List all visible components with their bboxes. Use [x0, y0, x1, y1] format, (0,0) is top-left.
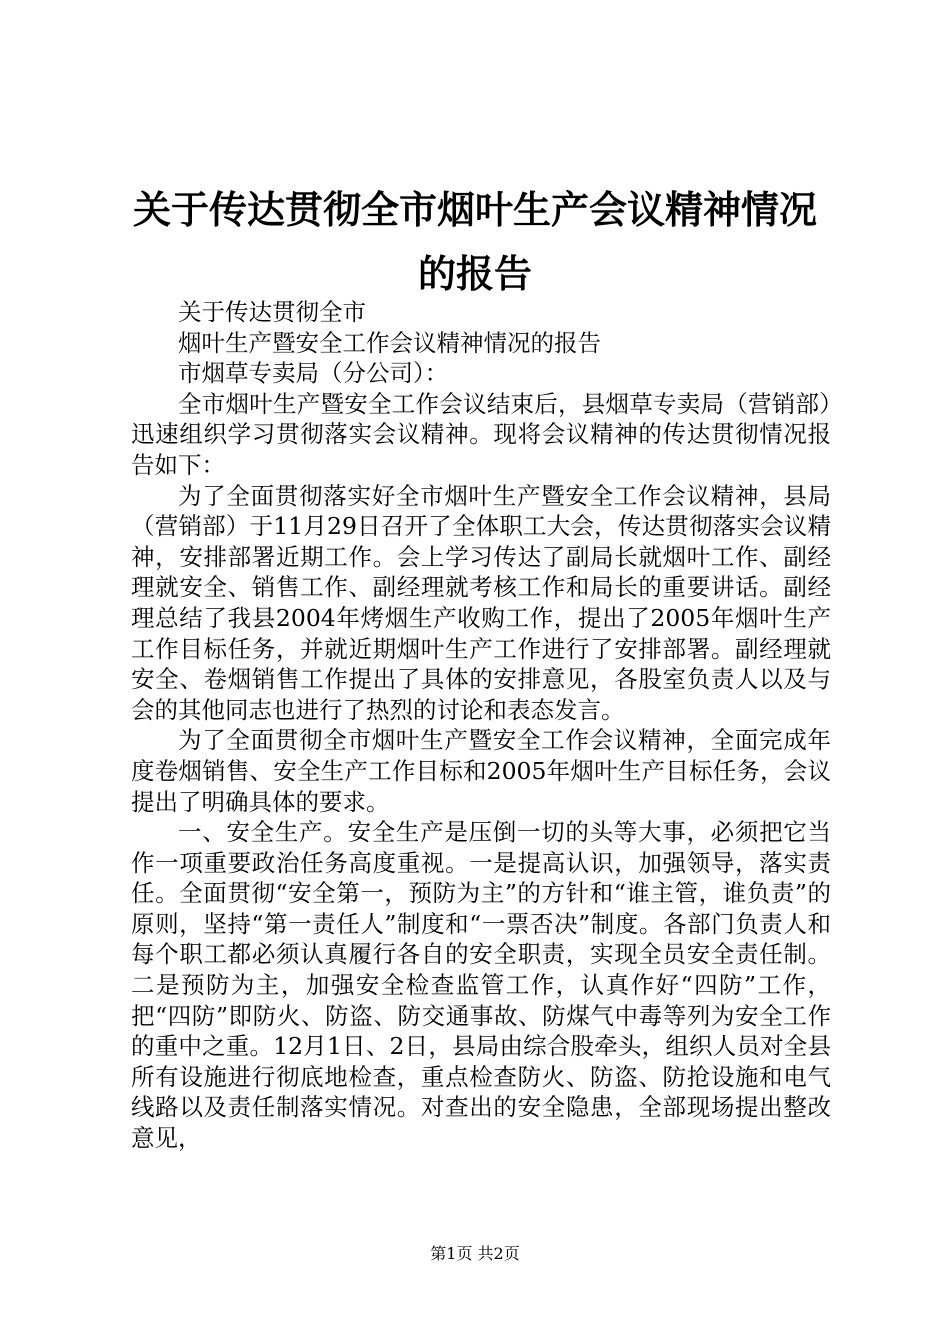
paragraph: 市烟草专卖局（分公司）： — [178, 359, 449, 388]
paragraph: 为了全面贯彻落实好全市烟叶生产暨安全工作会议精神，县局（营销部）于11月29日召开了全体职工大会，传达贯彻落实会议精神，安排部署近期工作。会上学习传达了副局长就烟叶工作、副经理就安全、销售工作、副经理就考核工作和局长的重要讲话。副经理总结了我县2004年烤烟生产收购工作，提出了2005年烟叶生产工作目标任务，并就近期烟叶生产工作进行了安排部署。副经理就安全、卷烟销售工作提出了具体的安排意见，各股室负责人以及与会的其他同志也进行了热烈的讨论和表态发言。 — [131, 481, 831, 724]
paragraph: 为了全面贯彻全市烟叶生产暨安全工作会议精神，全面完成年度卷烟销售、安全生产工作目标和2005年烟叶生产目标任务，会议提出了明确具体的要求。 — [131, 726, 831, 816]
paragraph: 全市烟叶生产暨安全工作会议结束后，县烟草专卖局（营销部）迅速组织学习贯彻落实会议精神。现将会议精神的传达贯彻情况报告如下： — [131, 389, 831, 479]
paragraph: 关于传达贯彻全市 — [178, 298, 366, 326]
page-footer: 第1页 共2页 — [430, 1244, 520, 1263]
paragraph: 烟叶生产暨安全工作会议精神情况的报告 — [178, 328, 601, 357]
document-title: 关于传达贯彻全市烟叶生产会议精神情况的报告 — [132, 187, 817, 296]
document-body — [131, 297, 831, 1154]
paragraph: 一、安全生产。安全生产是压倒一切的头等大事，必须把它当作一项重要政治任务高度重视。一是提高认识，加强领导，落实责任。全面贯彻“安全第一，预防为主”的方针和“谁主管，谁负责”的原则，坚持“第一责任人”制度和“一票否决”制度。各部门负责人和每个职工都必须认真履行各自的安全职责，实现全员安全责任制。二是预防为主，加强安全检查监管工作，认真作好“四防”工作，把“四防”即防火、防盗、防交通事故、防煤气中毒等列为安全工作的重中之重。12月1日、2日，县局由综合股牵头，组织人员对全县所有设施进行彻底地检查，重点检查防火、防盗、防抢设施和电气线路以及责任制落实情况。对查出的安全隐患，全部现场提出整改意见， — [131, 818, 831, 1153]
